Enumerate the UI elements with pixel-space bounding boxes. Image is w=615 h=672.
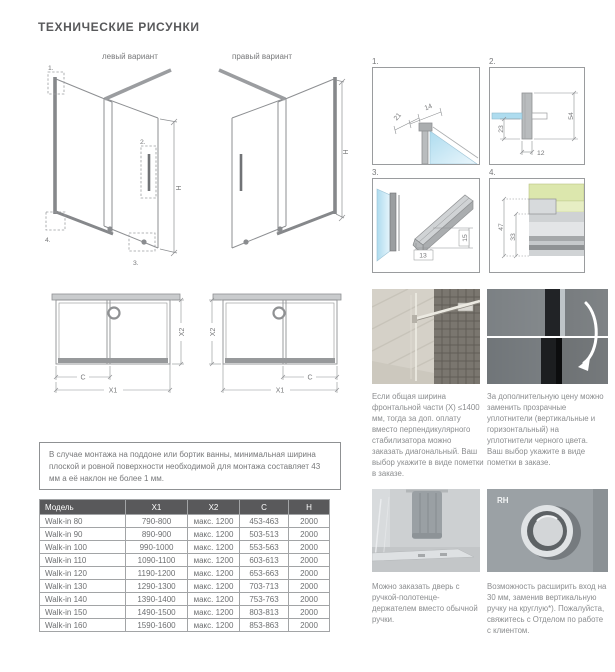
cell-x1: 990-1000 [126,541,188,554]
cell-model: Walk-in 130 [40,580,126,593]
cell-x1: 1090-1100 [126,554,188,567]
dim-label-c: C [307,374,313,382]
caption-round-handle: Возможность расширить вход на 30 мм, заменив вертикальную ручку на круглую*). Пожалуйста, свяжитесь с Отделом по работе с клиентом. [487,582,607,636]
table-row [40,593,330,606]
cell-h: 2000 [289,541,330,554]
dim-label: 33 [510,233,517,241]
left-variant-svg [40,64,192,285]
size-table [39,499,330,632]
glass-panels [232,79,334,248]
cell-h: 2000 [289,580,330,593]
cell-model: Walk-in 160 [40,619,126,632]
plan-left-drawing [50,292,195,404]
note-text: В случае монтажа на поддоне или бортик ванны, минимальная ширина плоской и ровной поверхности необходимой для монтажа составляет 43 мм а её наклон не более 1 мм. [49,450,321,483]
table-row [40,567,330,580]
detail-3-svg [373,179,479,272]
wall-profile-section [390,193,396,251]
cell-x2: макс. 1200 [188,554,240,567]
back-wall [52,294,180,300]
callout-2-label: 2. [140,139,146,146]
caption-towel-handle: Можно заказать дверь с ручкой-полотенце-держателем вместо обычной ручки. [372,582,478,625]
ceiling-profile-green [529,184,584,201]
glass-panels [56,79,158,248]
cell-model: Walk-in 90 [40,528,126,541]
col-header-x2: X2 [188,500,240,515]
detail-1-svg [373,68,479,164]
left-variant-drawing [40,52,195,288]
plan-right-drawing [198,292,343,404]
cell-h: 2000 [289,515,330,528]
glass-section [430,131,477,164]
table-row [40,580,330,593]
wall-profile-section [422,126,428,164]
detail-box-4 [489,178,585,273]
dim-label-x1: X1 [108,387,118,395]
detail-box-1 [372,67,480,165]
dimensions [394,108,442,134]
dim-label: 15 [462,234,469,242]
table-header-row [40,500,330,515]
cell-x2: макс. 1200 [188,593,240,606]
detail-4-svg [490,179,584,272]
callout-3-label: 3. [133,260,139,267]
cell-model: Walk-in 150 [40,606,126,619]
detail-box-2 [489,67,585,165]
dim-label-x2: X2 [179,327,186,337]
cell-c: 603-613 [240,554,289,567]
cell-x2: макс. 1200 [188,567,240,580]
cell-h: 2000 [289,619,330,632]
detail-4-number: 4. [489,168,496,177]
cell-model: Walk-in 80 [40,515,126,528]
callout-4-label: 4. [45,237,51,244]
dim-label: 14 [423,102,434,113]
cell-x1: 1390-1400 [126,593,188,606]
handle-top-view [274,308,285,319]
col-header-c: C [240,500,289,515]
stabilizer-bracket [412,315,417,323]
cell-x1: 1590-1600 [126,619,188,632]
cell-c: 453-463 [240,515,289,528]
table-row [40,541,330,554]
table-row [40,515,330,528]
detail-callout-boxes [46,72,156,251]
detail-2-svg [490,68,584,164]
dim-label: 21 [392,111,403,123]
table-row [40,528,330,541]
cell-model: Walk-in 120 [40,567,126,580]
stabilizer-bar [219,70,285,99]
cell-h: 2000 [289,606,330,619]
cell-h: 2000 [289,554,330,567]
detail-2-number: 2. [489,57,496,66]
cell-x1: 1290-1300 [126,580,188,593]
profile-cap [419,123,432,131]
cell-x2: макс. 1200 [188,515,240,528]
left-variant-label: левый вариант [102,52,158,61]
glass-section [377,189,390,261]
right-variant-drawing [196,52,354,288]
cell-x2: макс. 1200 [188,580,240,593]
caption-stabilizer: Если общая ширина фронтальной части (X) ≤1400 мм, тогда за доп. оплату вместо перпендикулярного стабилизатора можно заказать диагональный. Ваш выбор укажите в виде пометки в заказе. [372,392,484,479]
col-header-model: Модель [40,500,126,515]
detail-3-number: 3. [372,168,379,177]
col-header-x1: X1 [126,500,188,515]
cell-c: 653-663 [240,567,289,580]
table-row [40,554,330,567]
photo-round-handle [487,489,608,572]
cell-c: 853-863 [240,619,289,632]
roller [277,226,282,231]
cell-c: 503-513 [240,528,289,541]
callout-1-label: 1. [48,65,54,72]
bracket-section [529,199,556,214]
dim-label-x1: X1 [275,387,285,395]
dim-label-h: H [343,149,350,155]
profile-black-seal [541,338,556,384]
cell-c: 553-563 [240,541,289,554]
cell-model: Walk-in 100 [40,541,126,554]
note-box [39,442,341,490]
dim-label: 47 [498,223,505,231]
plan-right-svg [198,292,343,402]
wall-profile-section [522,93,532,139]
dim-label: 12 [537,150,545,157]
cell-x2: макс. 1200 [188,541,240,554]
cell-model: Walk-in 140 [40,593,126,606]
cell-x1: 790-800 [126,515,188,528]
cell-c: 803-813 [240,606,289,619]
right-variant-svg [198,64,350,285]
glass-channel [532,113,547,119]
col-header-h: H [289,500,330,515]
handle-top-view [109,308,120,319]
rh-badge: RH [497,496,509,505]
roller [243,239,248,244]
dim-label: 13 [419,252,427,260]
dim-label-c: C [80,374,86,382]
cell-x2: макс. 1200 [188,528,240,541]
photo-stabilizer [372,289,480,384]
cell-x1: 1490-1500 [126,606,188,619]
cell-c: 753-763 [240,593,289,606]
cell-x1: 890-900 [126,528,188,541]
dim-label: 23 [498,125,505,133]
table-row [40,619,330,632]
h-dimension [160,119,177,256]
cell-x2: макс. 1200 [188,606,240,619]
cell-h: 2000 [289,528,330,541]
stabilizer-bar [105,70,171,99]
photo-seals [487,289,608,384]
plan-left-svg [50,292,195,402]
cell-model: Walk-in 110 [40,554,126,567]
photo-towel-handle [372,489,480,572]
dim-label-x2: X2 [210,327,217,337]
cell-x2: макс. 1200 [188,619,240,632]
front-glass-band [58,358,168,363]
towel [412,491,442,539]
back-wall [213,294,341,300]
front-glass-band [225,358,335,363]
page-title: ТЕХНИЧЕСКИЕ РИСУНКИ [38,20,200,34]
dimensions [500,91,578,155]
cell-h: 2000 [289,567,330,580]
profile-clear-seal [545,289,560,336]
roller [107,226,112,231]
dimensions [502,197,529,258]
roller [141,239,146,244]
right-variant-label: правый вариант [232,52,292,61]
dim-label-h: H [176,185,183,191]
glass-section [492,113,522,119]
cell-x1: 1190-1200 [126,567,188,580]
table-row [40,606,330,619]
caption-seals: За дополнительную цену можно заменить прозрачные уплотнители (вертикальные и горизонтальный) на уплотнители черного цвета. Ваш выбор укажите в виде пометки в заказе. [487,392,604,468]
dim-label: 54 [568,112,575,120]
cell-c: 703-713 [240,580,289,593]
detail-1-number: 1. [372,57,379,66]
cell-h: 2000 [289,593,330,606]
detail-box-3 [372,178,480,273]
